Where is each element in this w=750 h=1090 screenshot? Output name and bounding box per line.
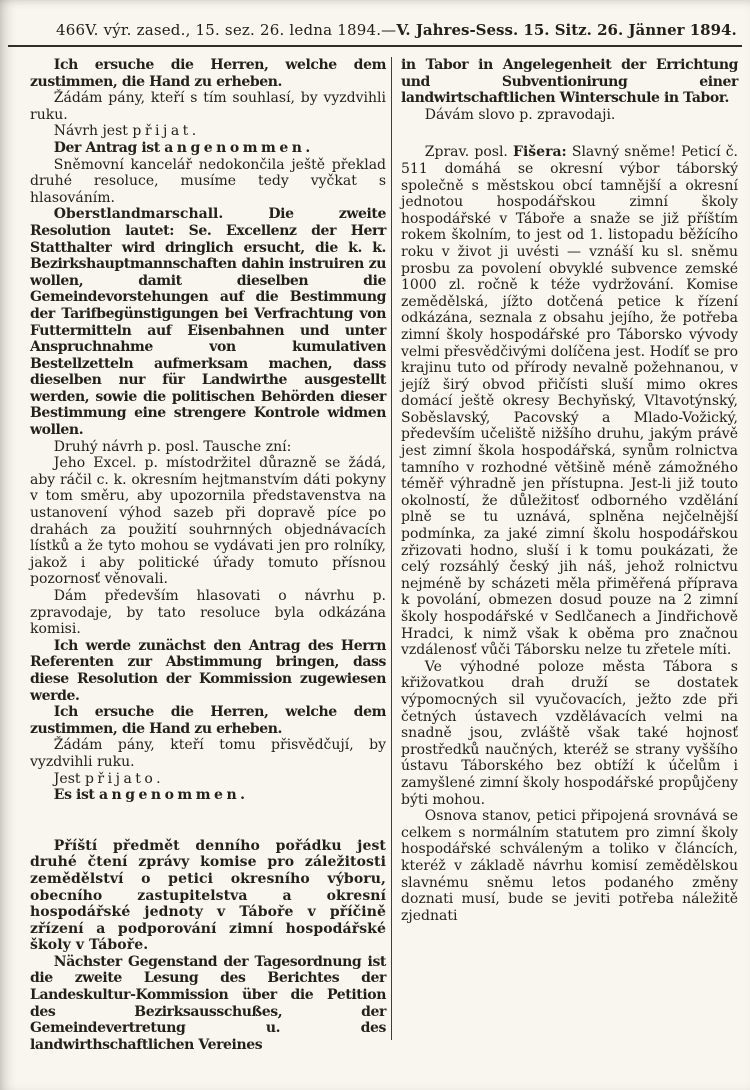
header-session-german: V. Jahres-Sess. 15. Sitz. 26. Jänner 1894. xyxy=(396,21,737,39)
paragraph: Ich ersuche die Herren, welche dem zustimmen, die Hand zu erheben. xyxy=(30,57,386,90)
page-number: 466 xyxy=(56,21,86,39)
header-session-czech: V. výr. zased., 15. sez. 26. ledna 1894. xyxy=(85,21,382,39)
vote-result-lead: Es ist xyxy=(53,787,95,804)
paragraph-continuation: in Tabor in Angelegenheit der Errichtung und Subventionirung einer landwirtschaftlichen Winterschule in Tabor. xyxy=(401,57,738,107)
paragraph: Dám především hlasovati o návrhu p. zpravodaje, by tato resoluce byla odkázána komisi. xyxy=(30,588,386,638)
left-column xyxy=(30,57,386,1053)
agenda-announcement-czech: Příští předmět denního pořádku jest druhé čtení zprávy komise pro záležitosti zemědělství o petici okresního výboru, obecního zastupitelstva a okresní hospodářské jednoty v Táboře v příčině zřízení a podporování zimní hospodářské školy v Táboře. xyxy=(30,837,386,954)
speech-text: Die zweite Resolution lautet: Se. Excellenz der Herr Statthalter wird dringlich ersucht, die k. k. Bezirkshauptmannschaften dahin instruiren zu wollen, damit dieselben die Gemeindevorstehungen auf die Bestimmung der Tarifbegünstigungen bei Verfrachtung von Futtermitteln auf Eisenbahnen und unter Anspruchnahme von kumulativen Bestellzetteln aufmerksam machen, dass dieselben nur für Landwirthe ausgestellt werden, sowie die politischen Behörden dieser Bestimmung eine strengere Kontrole widmen wollen. xyxy=(30,206,386,439)
paragraph: Ich ersuche die Herren, welche dem zustimmen, die Hand zu erheben. xyxy=(30,704,386,737)
speaker-role: Zprav. posl. xyxy=(424,144,508,161)
vote-result-spaced: přijato. xyxy=(84,770,165,787)
right-column xyxy=(401,57,738,924)
paragraph: Ich werde zunächst den Antrag des Herrn Referenten zur Abstimmung bringen, dass diese Resolution der Kommission zugewiesen werde. xyxy=(30,637,386,704)
paragraph: Jeho Excel. p. místodržitel důrazně se žádá, aby ráčil c. k. okresním hejtmanstvím dáti pokyny v tom směru, aby upozornila představenstva na ustanovení výhod sazeb při dopravě píce po drahách za použití souhrnných objednávacích lístků a že tyto mohou se vydávati jen pro rolníky, jakož i aby politické úřady tomuto přísnou pozornosť věnovali. xyxy=(30,455,386,588)
column-divider-rule xyxy=(391,57,392,1040)
paragraph xyxy=(30,140,386,157)
paragraph xyxy=(30,787,386,804)
paragraph xyxy=(30,206,386,438)
vote-result-spaced: přijat. xyxy=(132,123,200,140)
vote-result-lead: Jest xyxy=(53,770,81,787)
speaker-fisera: Fišera: xyxy=(513,144,567,161)
paragraph xyxy=(30,123,386,140)
paragraph: Druhý návrh p. posl. Tausche zní: xyxy=(53,438,292,455)
speaker-oberstlandmarschall: Oberstlandmarschall. xyxy=(53,206,224,223)
paragraph: Žádám pány, kteří tomu přisvědčují, by vyzdvihli ruku. xyxy=(30,737,386,770)
agenda-announcement-german: Nächster Gegenstand der Tagesordnung ist die zweite Lesung des Berichtes der Landeskultur-Kommission über die Petition des Bezirksausschußes, der Gemeindevertretung u. des landwirthschaftlichen Vereines xyxy=(30,953,386,1053)
page-header xyxy=(56,21,737,39)
paragraph xyxy=(401,144,738,658)
vote-result-spaced: angenommen. xyxy=(98,787,249,804)
speech-text: Slavný sněme! Peticí č. 511 domáhá se okresní výbor táborský společně s městskou obcí tamnější a okresní jednotou hospodářskou zimní školy hospodářské v Táboře a snaže se již příštím rokem školním, to jest od 1. listopadu běžícího roku v život ji uvésti — vznáší ku sl. sněmu prosbu za povolení obvyklé subvence zemské 1000 zl. ročně k téže vydržování. Komise zemědělská, jížto dotčená petice k řízení odkázána, seznala z obsahu jejího, že potřeba zimní školy hospodářské pro Táborsko vývody velmi přesvědčivými dolíčena jest. Hodíť se pro krajinu tuto od přírody nevalně požehnanou, v jejíž širý obvod přičísti sluší mimo okres domácí ještě okresy Bechyňský, Vltavotýnský, Soběslavský, Pacovský a Mlado-Vožický, především učeliště nižšího druhu, jakým právě jest zimní škola hospodářská, synům rolnictva tamního v rozhodné většině méně zámožného téměř výhradně jen přístupna. Jest-li již touto okolností, že důležitosť odborného vzdělání plně se tu uznává, splněna nejčelnější podmínka, za jaké zimní školu hospodářskou zřizovati hodno, sluší i k tomu poukázati, že celý rozsáhlý český jih náš, jehož rolnictvu nejméně by scházeti měla přiměřená příprava k povolání, obmezen dosud pouze na 2 zimní školy hospodářské v Sedlčanech a Jindřichově Hradci, k nimž však k oběma pro značnou vzdálenosť vůči Táborsku nelze tu zřetele míti. xyxy=(401,144,739,659)
paragraph xyxy=(30,771,386,788)
paragraph: Dávám slovo p. zpravodaji. xyxy=(424,106,616,123)
header-dash: — xyxy=(381,21,397,39)
paragraph: Ve výhodné poloze města Tábora s křižovatkou drah druží se dostatek výpomocných sil vyučovacích, ježto zde při četných ústavech vzdělávacích velmi na snadně jsou, zvláště však také hojnosť prostředků naučných, kteréž se strany vyššího ústavu Táborského bez obtíží k účelům i zamyšlené zimní školy hospodářské propůjčeny býti mohou. xyxy=(401,658,738,808)
vote-result-spaced: angenommen. xyxy=(164,139,314,156)
paragraph: Žádám pány, kteří s tím souhlasí, by vyzdvihli ruku. xyxy=(30,90,386,123)
paragraph: Osnova stanov, petici připojená srovnává se celkem s normálním statutem pro zimní školy hospodářské schváleným a toliko v článcích, kteréž v základě návrhu komisí zemědělskou slavnému sněmu letos podaného změny doznati musí, bude se jeviti potřeba náležitě zjednati xyxy=(401,808,738,924)
vote-result-lead: Der Antrag ist xyxy=(53,139,160,156)
vote-result-lead: Návrh jest xyxy=(53,123,128,140)
paragraph: Sněmovní kancelář nedokončila ještě překlad druhé resoluce, musíme tedy vyčkat s hlasováním. xyxy=(30,156,386,206)
header-rule xyxy=(8,45,742,47)
